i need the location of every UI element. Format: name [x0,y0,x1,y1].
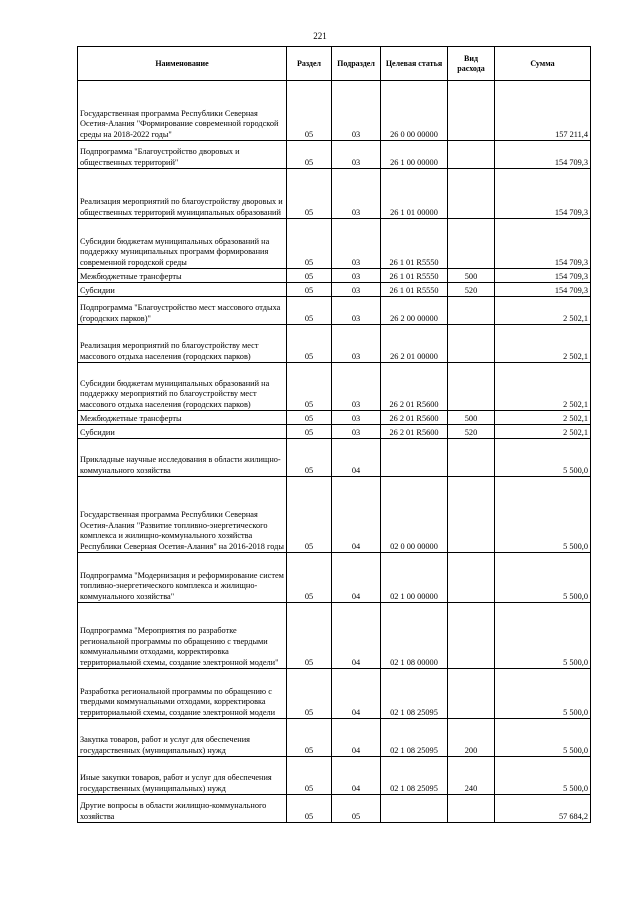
cell-target: 02 0 00 00000 [381,477,448,553]
cell-sum: 154 709,3 [495,141,591,169]
table-row [78,169,591,219]
cell-target: 26 1 01 R5550 [381,283,448,297]
cell-name: Субсидии бюджетам муниципальных образований на поддержку муниципальных программ формирования современной городской среды [78,219,287,269]
cell-razdel: 05 [287,719,332,757]
cell-podrazdel: 03 [332,219,381,269]
cell-podrazdel: 03 [332,81,381,141]
cell-sum: 154 709,3 [495,269,591,283]
table-body [78,81,591,823]
cell-vid [448,477,495,553]
cell-vid: 520 [448,425,495,439]
cell-razdel: 05 [287,269,332,283]
cell-sum: 5 500,0 [495,439,591,477]
cell-sum: 2 502,1 [495,425,591,439]
header-target: Целевая статья [381,47,448,81]
cell-sum: 157 211,4 [495,81,591,141]
cell-vid [448,553,495,603]
cell-razdel: 05 [287,669,332,719]
cell-podrazdel: 03 [332,325,381,363]
cell-target: 02 1 08 25095 [381,719,448,757]
table-row [78,669,591,719]
cell-name: Реализация мероприятий по благоустройству мест массового отдыха населения (городских парков) [78,325,287,363]
table-row [78,325,591,363]
cell-podrazdel: 03 [332,141,381,169]
cell-vid [448,141,495,169]
cell-sum: 5 500,0 [495,757,591,795]
table-row [78,477,591,553]
cell-vid [448,363,495,411]
cell-vid [448,81,495,141]
cell-name: Подпрограмма "Благоустройство дворовых и общественных территорий" [78,141,287,169]
cell-razdel: 05 [287,439,332,477]
cell-vid: 520 [448,283,495,297]
cell-sum: 2 502,1 [495,363,591,411]
cell-name: Подпрограмма "Благоустройство мест массового отдыха (городских парков)" [78,297,287,325]
cell-podrazdel: 03 [332,411,381,425]
table-row [78,719,591,757]
cell-target: 26 1 01 R5550 [381,269,448,283]
cell-target [381,795,448,823]
cell-target: 02 1 08 25095 [381,669,448,719]
cell-sum: 2 502,1 [495,297,591,325]
cell-target: 26 2 01 00000 [381,325,448,363]
cell-razdel: 05 [287,169,332,219]
cell-name: Подпрограмма "Модернизация и реформирование систем топливно-энергетического комплекса и жилищно-коммунального хозяйства" [78,553,287,603]
cell-name: Подпрограмма "Мероприятия по разработке региональной программы по обращению с твердыми коммунальными отходами, корректировка территориальной схемы, создание электронной модели" [78,603,287,669]
cell-target: 26 2 00 00000 [381,297,448,325]
cell-sum: 5 500,0 [495,669,591,719]
cell-name: Межбюджетные трансферты [78,269,287,283]
cell-target: 26 1 01 R5550 [381,219,448,269]
cell-vid [448,325,495,363]
cell-target: 02 1 08 25095 [381,757,448,795]
cell-podrazdel: 03 [332,297,381,325]
cell-sum: 57 684,2 [495,795,591,823]
cell-podrazdel: 03 [332,169,381,219]
table-row [78,297,591,325]
cell-podrazdel: 04 [332,603,381,669]
cell-podrazdel: 04 [332,477,381,553]
cell-razdel: 05 [287,411,332,425]
cell-target [381,439,448,477]
cell-name: Субсидии [78,283,287,297]
cell-sum: 5 500,0 [495,553,591,603]
header-vid: Вид расхода [448,47,495,81]
cell-target: 26 2 01 R5600 [381,411,448,425]
cell-razdel: 05 [287,477,332,553]
cell-vid [448,669,495,719]
cell-razdel: 05 [287,81,332,141]
cell-sum: 5 500,0 [495,719,591,757]
cell-razdel: 05 [287,795,332,823]
cell-podrazdel: 04 [332,439,381,477]
cell-sum: 2 502,1 [495,325,591,363]
table-row [78,363,591,411]
table-row [78,269,591,283]
cell-razdel: 05 [287,757,332,795]
cell-razdel: 05 [287,363,332,411]
cell-name: Другие вопросы в области жилищно-коммунального хозяйства [78,795,287,823]
cell-vid [448,219,495,269]
cell-podrazdel: 03 [332,425,381,439]
table-row [78,439,591,477]
cell-target: 02 1 08 00000 [381,603,448,669]
cell-vid [448,795,495,823]
cell-podrazdel: 03 [332,283,381,297]
table-row [78,553,591,603]
table-row [78,81,591,141]
cell-vid: 500 [448,269,495,283]
cell-vid: 500 [448,411,495,425]
cell-name: Разработка региональной программы по обращению с твердыми коммунальными отходами, корректировка территориальной схемы, создание электронной модели [78,669,287,719]
cell-podrazdel: 03 [332,269,381,283]
cell-sum: 2 502,1 [495,411,591,425]
cell-name: Реализация мероприятий по благоустройству дворовых и общественных территорий муниципальных образований [78,169,287,219]
cell-sum: 5 500,0 [495,477,591,553]
cell-name: Государственная программа Республики Северная Осетия-Алания "Развитие топливно-энергетического комплекса и жилищно-коммунального хозяйства Республики Северная Осетия-Алания" на 2016-2018 годы [78,477,287,553]
cell-vid [448,603,495,669]
cell-razdel: 05 [287,553,332,603]
cell-podrazdel: 04 [332,669,381,719]
table-row [78,219,591,269]
table-row [78,141,591,169]
table-row [78,283,591,297]
cell-target: 26 2 01 R5600 [381,363,448,411]
cell-sum: 154 709,3 [495,169,591,219]
header-name: Наименование [78,47,287,81]
cell-podrazdel: 04 [332,553,381,603]
cell-podrazdel: 04 [332,719,381,757]
cell-name: Субсидии [78,425,287,439]
cell-sum: 5 500,0 [495,603,591,669]
cell-target: 26 1 00 00000 [381,141,448,169]
page-number: 221 [313,31,327,41]
cell-name: Закупка товаров, работ и услуг для обеспечения государственных (муниципальных) нужд [78,719,287,757]
cell-razdel: 05 [287,297,332,325]
cell-target: 26 2 01 R5600 [381,425,448,439]
budget-table [77,46,591,823]
cell-vid: 240 [448,757,495,795]
cell-vid [448,439,495,477]
cell-vid [448,297,495,325]
header-podrazdel: Подраздел [332,47,381,81]
cell-razdel: 05 [287,425,332,439]
cell-podrazdel: 04 [332,757,381,795]
header-razdel: Раздел [287,47,332,81]
cell-razdel: 05 [287,283,332,297]
cell-name: Межбюджетные трансферты [78,411,287,425]
cell-podrazdel: 03 [332,363,381,411]
cell-vid [448,169,495,219]
cell-razdel: 05 [287,325,332,363]
cell-target: 26 1 01 00000 [381,169,448,219]
header-sum: Сумма [495,47,591,81]
cell-podrazdel: 05 [332,795,381,823]
cell-razdel: 05 [287,219,332,269]
cell-name: Субсидии бюджетам муниципальных образований на поддержку мероприятий по благоустройству мест массового отдыха населения (городских парков) [78,363,287,411]
cell-razdel: 05 [287,603,332,669]
table-row [78,603,591,669]
cell-name: Иные закупки товаров, работ и услуг для обеспечения государственных (муниципальных) нужд [78,757,287,795]
table-header-row [78,47,591,81]
table-row [78,425,591,439]
cell-name: Прикладные научные исследования в области жилищно-коммунального хозяйства [78,439,287,477]
table-row [78,795,591,823]
cell-sum: 154 709,3 [495,283,591,297]
table-row [78,411,591,425]
cell-name: Государственная программа Республики Северная Осетия-Алания "Формирование современной городской среды на 2018-2022 годы" [78,81,287,141]
cell-sum: 154 709,3 [495,219,591,269]
cell-vid: 200 [448,719,495,757]
table-row [78,757,591,795]
cell-target: 26 0 00 00000 [381,81,448,141]
cell-target: 02 1 00 00000 [381,553,448,603]
cell-razdel: 05 [287,141,332,169]
